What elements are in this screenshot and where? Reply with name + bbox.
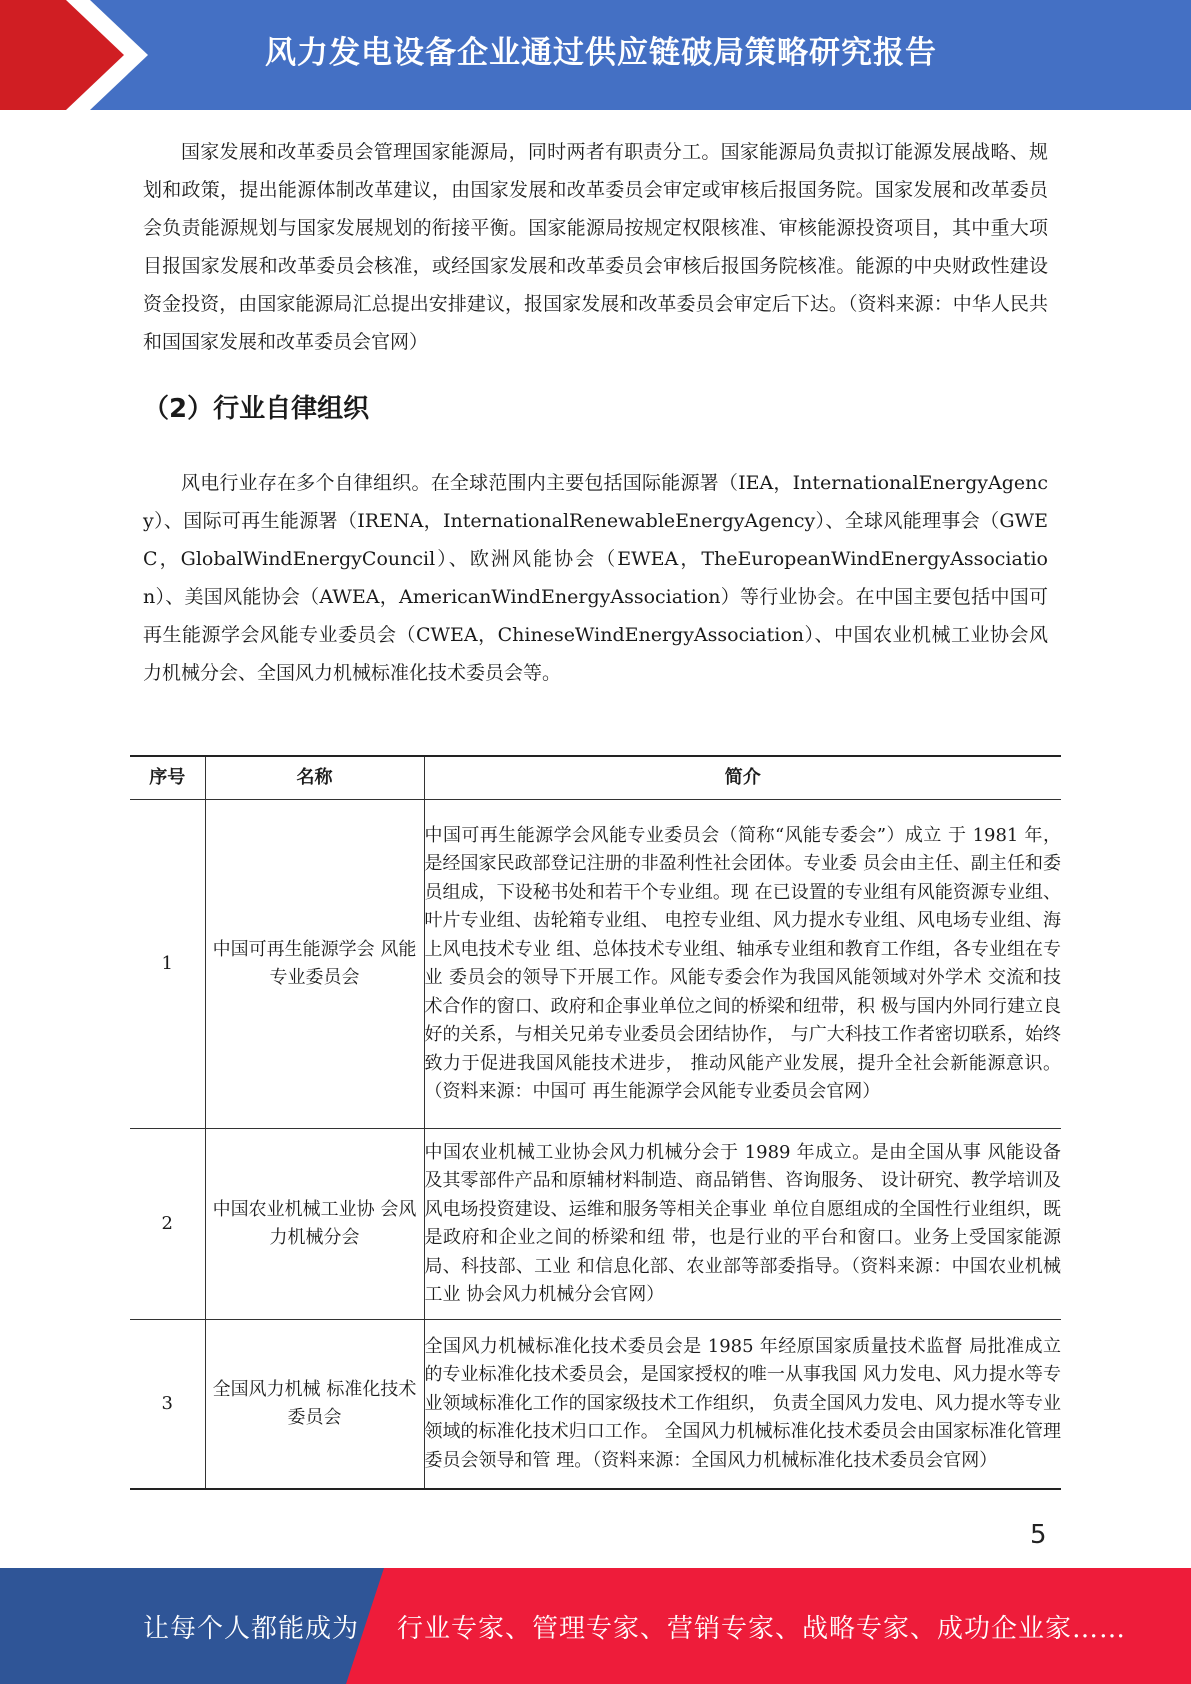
column-header-number: 序号 [130,756,205,800]
org-name: 全国风力机械 标准化技术委员会 [205,1320,424,1490]
page-number: 5 [1030,1520,1047,1550]
table-header-row [130,756,1061,800]
footer-slogan-left: 让每个人都能成为 [143,1614,360,1644]
org-description: 全国风力机械标准化技术委员会是 1985 年经原国家质量技术监督 局批准成立的专业标准化技术委员会，是国家授权的唯一从事我国 风力发电、风力提水等专业领域标准化工作的国家级技术工作组织， 负责全国风力发电、风力提水等专业领域的标准化技术归口工作。 全国风力机械标准化技术委员会由国家标准化管理委员会领导和管 理。（资料来源：全国风力机械标准化技术委员会官网） [424,1320,1061,1490]
paragraph-ndrc: 国家发展和改革委员会管理国家能源局，同时两者有职责分工。国家能源局负责拟订能源发展战略、规划和政策，提出能源体制改革建议，由国家发展和改革委员会审定或审核后报国务院。国家发展和改革委员会负责能源规划与国家发展规划的衔接平衡。国家能源局按规定权限核准、审核能源投资项目，其中重大项目报国家发展和改革委员会核准，或经国家发展和改革委员会审核后报国务院核准。能源的中央财政性建设资金投资，由国家能源局汇总提出安排建议，报国家发展和改革委员会审定后下达。（资料来源：中华人民共和国国家发展和改革委员会官网） [143,141,1048,353]
section-heading: （2）行业自律组织 [143,394,370,424]
row-number: 3 [130,1320,205,1490]
report-title: 风力发电设备企业通过供应链破局策略研究报告 [265,35,937,71]
org-name: 中国可再生能源学会 风能专业委员会 [205,800,424,1129]
org-description: 中国可再生能源学会风能专业委员会（简称“风能专委会”）成立 于 1981 年，是经国家民政部登记注册的非盈利性社会团体。专业委 员会由主任、副主任和委员组成，下设秘书处和若干个专业组。现 在已设置的专业组有风能资源专业组、叶片专业组、齿轮箱专业组、 电控专业组、风力提水专业组、风电场专业组、海上风电技术专业 组、总体技术专业组、轴承专业组和教育工作组，各专业组在专业 委员会的领导下开展工作。风能专委会作为我国风能领域对外学术 交流和技术合作的窗口、政府和企事业单位之间的桥梁和纽带，积 极与国内外同行建立良好的关系，与相关兄弟专业委员会团结协作， 与广大科技工作者密切联系，始终致力于促进我国风能技术进步， 推动风能产业发展，提升全社会新能源意识。（资料来源：中国可 再生能源学会风能专业委员会官网） [424,800,1061,1129]
paragraph-self-regulatory: 风电行业存在多个自律组织。在全球范围内主要包括国际能源署（IEA，InternationalEnergyAgency）、国际可再生能源署（IRENA，InternationalRenewableEnergyAgency）、全球风能理事会（GWEC，GlobalWindEnergyCouncil）、欧洲风能协会（EWEA，TheEuropeanWindEnergyAssociation）、美国风能协会（AWEA，AmericanWindEnergyAssociation）等行业协会。在中国主要包括中国可再生能源学会风能专业委员会（CWEA，ChineseWindEnergyAssociation）、中国农业机械工业协会风力机械分会、全国风力机械标准化技术委员会等。 [143,472,1048,684]
row-number: 1 [130,800,205,1129]
organization-table [130,755,1061,1490]
page-header [0,0,1191,110]
column-header-intro: 简介 [424,756,1061,800]
header-chevron-icon [0,0,160,110]
table-row [130,1129,1061,1320]
footer-slogan-right: 行业专家、管理专家、营销专家、战略专家、成功企业家…… [397,1614,1127,1644]
column-header-name: 名称 [205,756,424,800]
org-name: 中国农业机械工业协 会风力机械分会 [205,1129,424,1320]
table-row [130,800,1061,1129]
table-row [130,1320,1061,1490]
org-description: 中国农业机械工业协会风力机械分会于 1989 年成立。是由全国从事 风能设备及其零部件产品和原辅材料制造、商品销售、咨询服务、 设计研究、教学培训及风电场投资建设、运维和服务等相关企事业 单位自愿组成的全国性行业组织，既是政府和企业之间的桥梁和纽 带，也是行业的平台和窗口。业务上受国家能源局、科技部、工业 和信息化部、农业部等部委指导。（资料来源：中国农业机械工业 协会风力机械分会官网） [424,1129,1061,1320]
row-number: 2 [130,1129,205,1320]
page-footer [0,1568,1191,1684]
